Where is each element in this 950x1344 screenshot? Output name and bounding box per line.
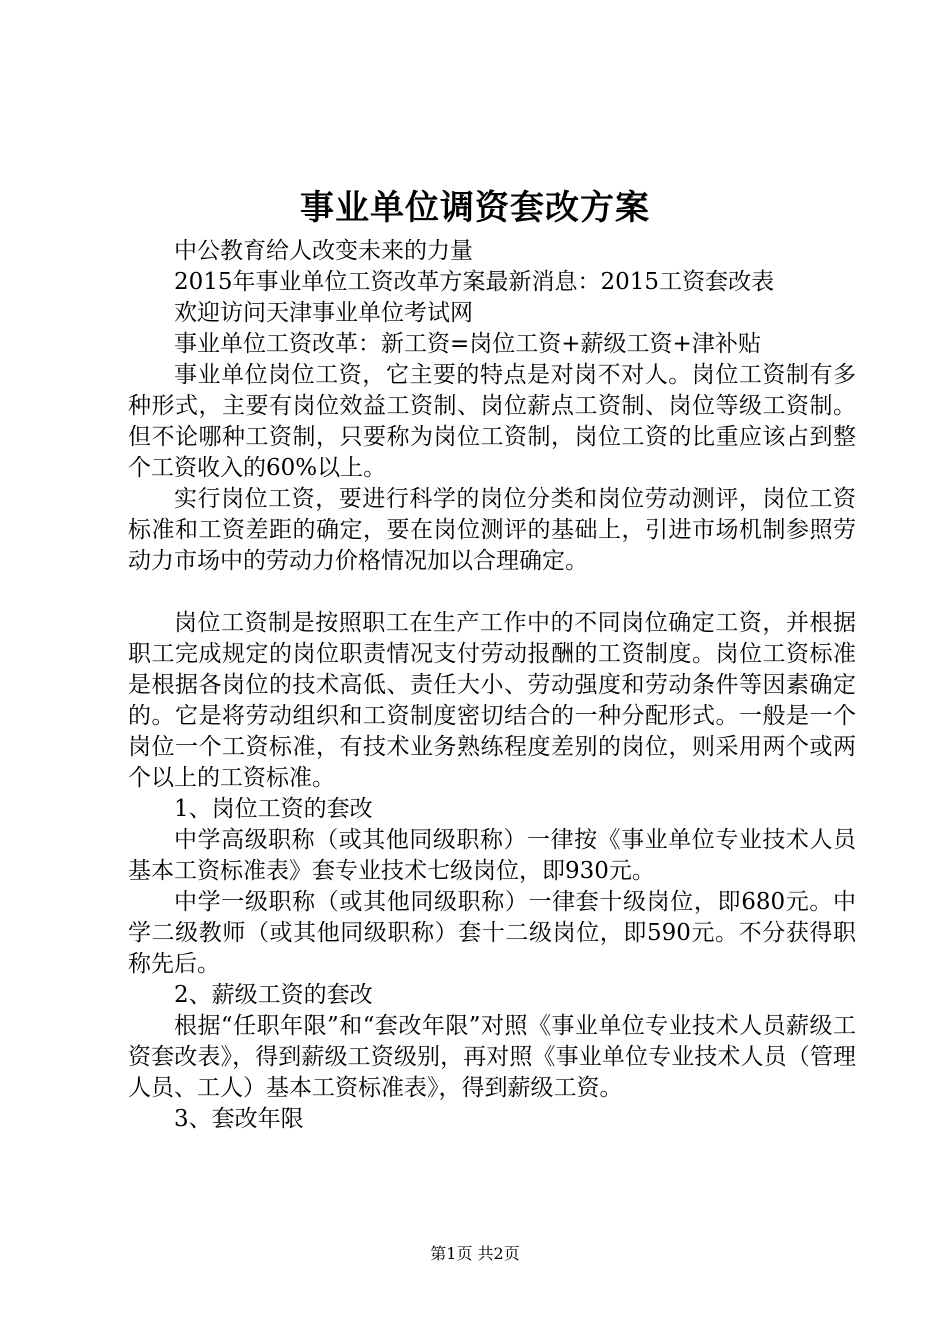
paragraph: 中公教育给人改变未来的力量: [174, 238, 473, 264]
paragraph: 事业单位岗位工资，它主要的特点是对岗不对人。岗位工资制有多种形式，主要有岗位效益工资制、岗位薪点工资制、岗位等级工资制。但不论哪种工资制，只要称为岗位工资制，岗位工资的比重应该占到整个工资收入的60%以上。: [128, 362, 856, 481]
paragraph: 2015年事业单位工资改革方案最新消息：2015工资套改表: [174, 269, 775, 295]
paragraph: 欢迎访问天津事业单位考试网: [174, 300, 473, 326]
blank-line: [128, 577, 856, 608]
section-heading: 3、套改年限: [174, 1106, 304, 1132]
page-footer: [0, 1243, 950, 1265]
section-heading: 1、岗位工资的套改: [174, 796, 373, 822]
document-body: [128, 236, 856, 1135]
paragraph: 中学高级职称（或其他同级职称）一律按《事业单位专业技术人员基本工资标准表》套专业技术七级岗位，即930元。: [128, 827, 856, 884]
paragraph: 中学一级职称（或其他同级职称）一律套十级岗位，即680元。中学二级教师（或其他同级职称）套十二级岗位，即590元。不分获得职称先后。: [128, 889, 856, 977]
document-title: 事业单位调资套改方案: [300, 188, 650, 228]
page-total: 共2页: [477, 1244, 520, 1263]
paragraph: 根据“任职年限”和“套改年限”对照《事业单位专业技术人员薪级工资套改表》，得到薪级工资级别，再对照《事业单位专业技术人员（管理人员、工人）基本工资标准表》，得到薪级工资。: [128, 1013, 856, 1101]
paragraph: 事业单位工资改革：新工资=岗位工资+薪级工资+津补贴: [174, 331, 761, 357]
paragraph: 岗位工资制是按照职工在生产工作中的不同岗位确定工资，并根据职工完成规定的岗位职责情况支付劳动报酬的工资制度。岗位工资标准是根据各岗位的技术高低、责任大小、劳动强度和劳动条件等因素确定的。它是将劳动组织和工资制度密切结合的一种分配形式。一般是一个岗位一个工资标准，有技术业务熟练程度差别的岗位，则采用两个或两个以上的工资标准。: [128, 610, 856, 791]
page-number: 第1页: [430, 1244, 473, 1263]
section-heading: 2、薪级工资的套改: [174, 982, 373, 1008]
paragraph: 实行岗位工资，要进行科学的岗位分类和岗位劳动测评，岗位工资标准和工资差距的确定，要在岗位测评的基础上，引进市场机制参照劳动力市场中的劳动力价格情况加以合理确定。: [128, 486, 856, 574]
